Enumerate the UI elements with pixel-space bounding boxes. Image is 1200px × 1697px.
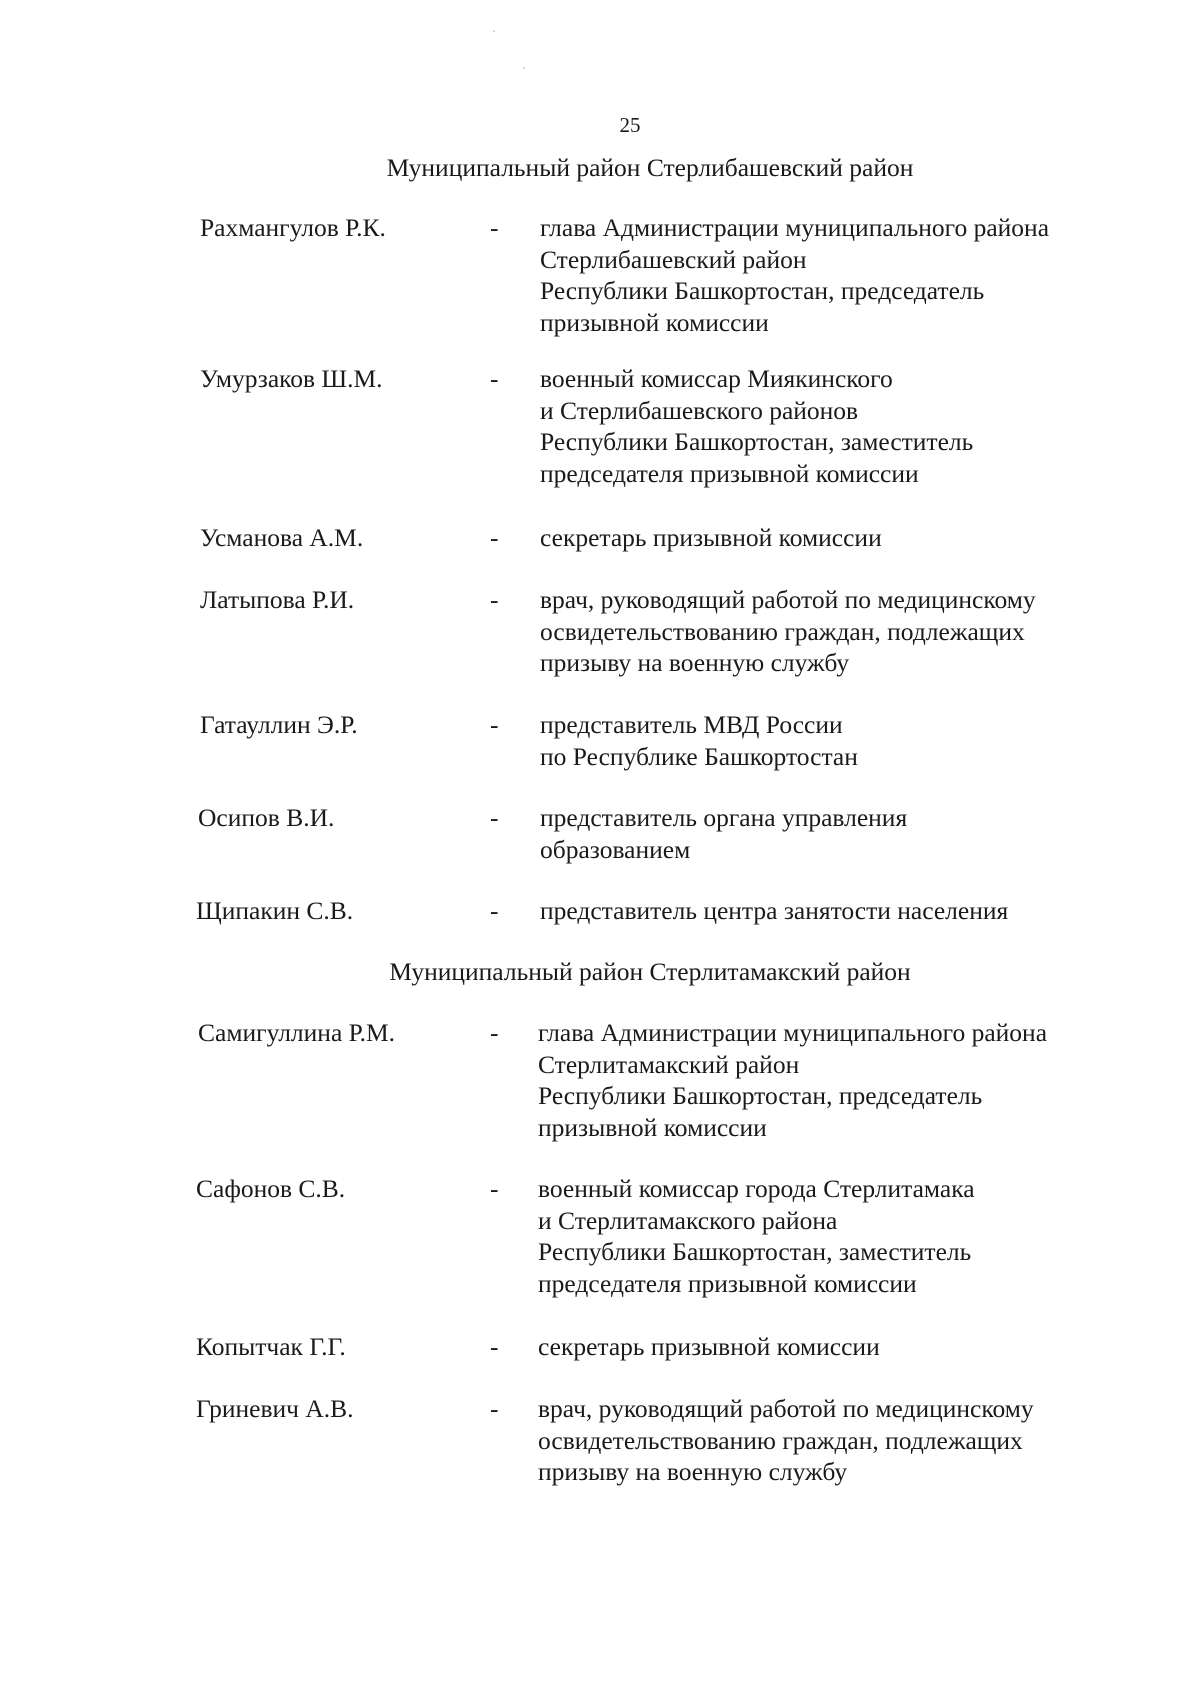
member-dash: - [490,213,499,242]
role-line: Стерлибашевский район [540,244,807,274]
member-dash: - [490,1018,499,1047]
role-line: военный комиссар Миякинского [540,364,893,393]
member-dash: - [490,896,499,925]
role-line: Стерлитамакский район [538,1049,800,1079]
role-line: представитель МВД России [540,710,843,739]
role-line: Республики Башкортостан, заместитель [538,1237,972,1266]
member-role [538,1393,1158,1488]
role-line: образованием [540,834,691,864]
member-name: Щипакин С.В. [196,896,354,925]
role-line: призывной комиссии [538,1112,767,1142]
member-name: Осипов В.И. [198,803,335,832]
member-role [538,1331,1158,1363]
role-line: Республики Башкортостан, председатель [538,1081,983,1110]
member-role [540,363,1160,489]
member-name: Гатауллин Э.Р. [200,710,358,739]
member-role [540,709,1160,772]
member-dash: - [490,710,499,739]
role-line: призыву на военную службу [540,648,850,677]
role-line: Республики Башкортостан, заместитель [540,427,974,456]
member-name: Усманова А.М. [200,523,364,552]
role-line: призывной комиссии [540,307,769,337]
role-line: освидетельствованию граждан, подлежащих [540,616,1025,646]
role-line: представитель центра занятости населения [540,896,1009,925]
member-role [540,895,1160,927]
member-dash: - [490,1394,499,1423]
page-number: 25 [619,113,641,137]
member-name: Сафонов С.В. [196,1174,346,1203]
member-name: Копытчак Г.Г. [196,1332,346,1361]
role-line: секретарь призывной комиссии [538,1332,880,1361]
member-role [540,584,1160,679]
role-line: врач, руководящий работой по медицинскому [540,585,1036,614]
role-line: врач, руководящий работой по медицинскому [538,1394,1034,1423]
member-name: Латыпова Р.И. [200,585,355,614]
role-line: председателя призывной комиссии [540,458,919,488]
member-name: Гриневич А.В. [196,1394,354,1423]
role-line: секретарь призывной комиссии [540,523,882,552]
role-line: военный комиссар города Стерлитамака [538,1174,975,1203]
role-line: председателя призывной комиссии [538,1268,917,1298]
member-dash: - [490,523,499,552]
member-dash: - [490,803,499,832]
role-line: глава Администрации муниципального района [538,1018,1048,1047]
member-name: Самигуллина Р.М. [198,1018,396,1047]
member-dash: - [490,1332,499,1361]
scan-speck [523,67,525,69]
role-line: по Республике Башкортостан [540,741,858,771]
member-role [540,522,1160,554]
section-heading-sterlibashevsky: Муниципальный район Стерлибашевский район [386,153,914,182]
role-line: освидетельствованию граждан, подлежащих [538,1425,1023,1455]
member-dash: - [490,364,499,393]
member-name: Умурзаков Ш.М. [200,364,383,393]
role-line: представитель органа управления [540,803,908,832]
member-role [538,1173,1158,1299]
role-line: и Стерлибашевского районов [540,395,859,425]
role-line: и Стерлитамакского района [538,1205,838,1235]
member-role [540,802,1160,865]
member-dash: - [490,1174,499,1203]
role-line: призыву на военную службу [538,1457,848,1486]
member-dash: - [490,585,499,614]
role-line: Республики Башкортостан, председатель [540,276,985,305]
role-line: глава Администрации муниципального района [540,213,1050,242]
scan-speck [493,30,495,32]
member-role [538,1017,1158,1143]
member-name: Рахмангулов Р.К. [200,213,386,242]
section-heading-sterlitamaksky: Муниципальный район Стерлитамакский район [389,957,911,986]
member-role [540,212,1160,338]
